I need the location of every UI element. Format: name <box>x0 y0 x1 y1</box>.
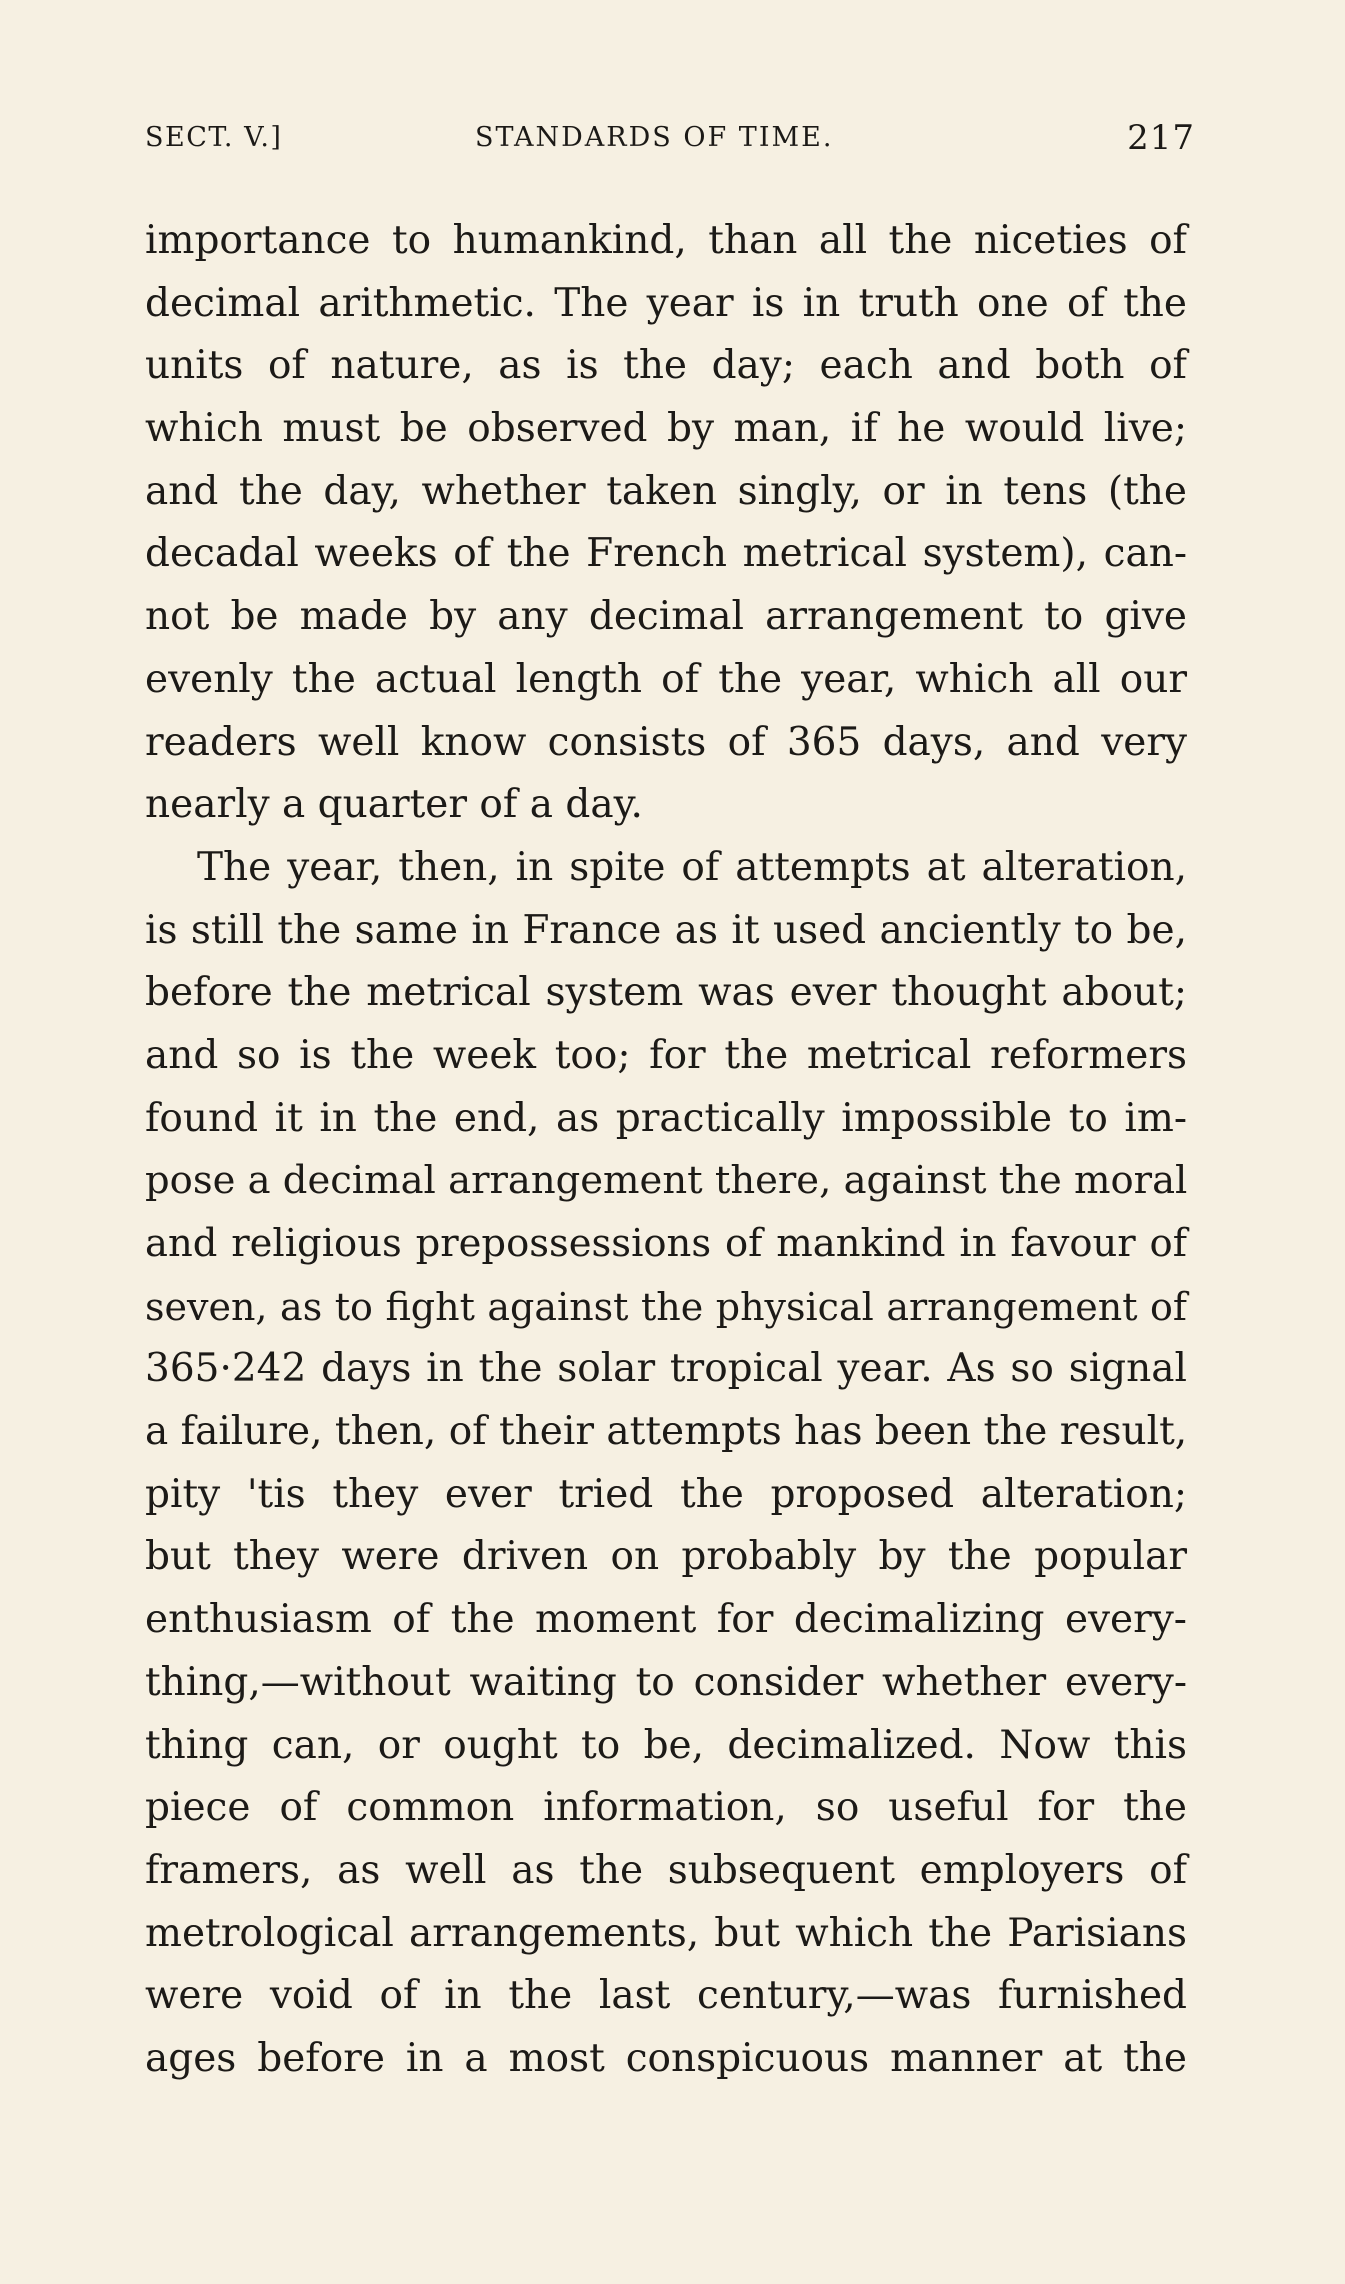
text-line: not be made by any decimal arrangement to give <box>145 594 1187 640</box>
text-line: 365·242 days in the solar tropical year. As so signal <box>145 1346 1187 1392</box>
paragraph-1 <box>145 210 1187 837</box>
text-line: were void of in the last century,—was furnished <box>145 1973 1187 2019</box>
text-line: framers, as well as the subsequent employers of <box>145 1847 1187 1893</box>
text-line: before the metrical system was ever thought about; <box>145 970 1187 1016</box>
text-line: thing,—without waiting to consider whether every- <box>145 1659 1187 1705</box>
text-line: readers well know consists of 365 days, and very <box>145 719 1187 765</box>
text-line: and so is the week too; for the metrical reformers <box>145 1032 1187 1078</box>
text-line: enthusiasm of the moment for decimalizing every- <box>145 1597 1187 1643</box>
text-line: nearly a quarter of a day. <box>145 782 643 828</box>
text-line: seven, as to fight against the physical arrangement of <box>145 1284 1187 1329</box>
text-line: and religious prepossessions of mankind in favour of <box>145 1221 1187 1266</box>
text-line: which must be observed by man, if he would live; <box>145 406 1187 452</box>
running-header <box>145 118 1195 172</box>
chapter-title: STANDARDS OF TIME. <box>475 122 834 153</box>
text-line: thing can, or ought to be, decimalized. Now this <box>145 1722 1187 1768</box>
text-line: decadal weeks of the French metrical system), can- <box>145 531 1187 577</box>
text-line: and the day, whether taken singly, or in tens (the <box>145 468 1187 514</box>
text-line: a failure, then, of their attempts has been the result, <box>145 1409 1188 1455</box>
page-number: 217 <box>1127 118 1195 158</box>
section-label: SECT. V.] <box>145 122 283 153</box>
text-line: ages before in a most conspicuous manner at the <box>145 2035 1187 2081</box>
text-line: importance to humankind, than all the niceties of <box>145 218 1187 263</box>
body-text <box>145 210 1187 2091</box>
text-line: The year, then, in spite of attempts at alteration, <box>197 844 1187 890</box>
text-line: pose a decimal arrangement there, against the moral <box>145 1158 1188 1204</box>
text-line: units of nature, as is the day; each and both of <box>145 343 1187 389</box>
text-line: pity 'tis they ever tried the proposed alteration; <box>145 1471 1187 1517</box>
text-line: decimal arithmetic. The year is in truth one of the <box>145 280 1187 326</box>
text-line: found it in the end, as practically impossible to im- <box>145 1095 1187 1141</box>
text-line: piece of common information, so useful for the <box>145 1785 1187 1831</box>
text-line: is still the same in France as it used anciently to be, <box>145 907 1187 953</box>
text-line: but they were driven on probably by the popular <box>145 1534 1187 1580</box>
paragraph-2 <box>145 837 1187 2091</box>
text-line: metrological arrangements, but which the Parisians <box>145 1910 1187 1956</box>
text-line: evenly the actual length of the year, which all our <box>145 656 1187 702</box>
